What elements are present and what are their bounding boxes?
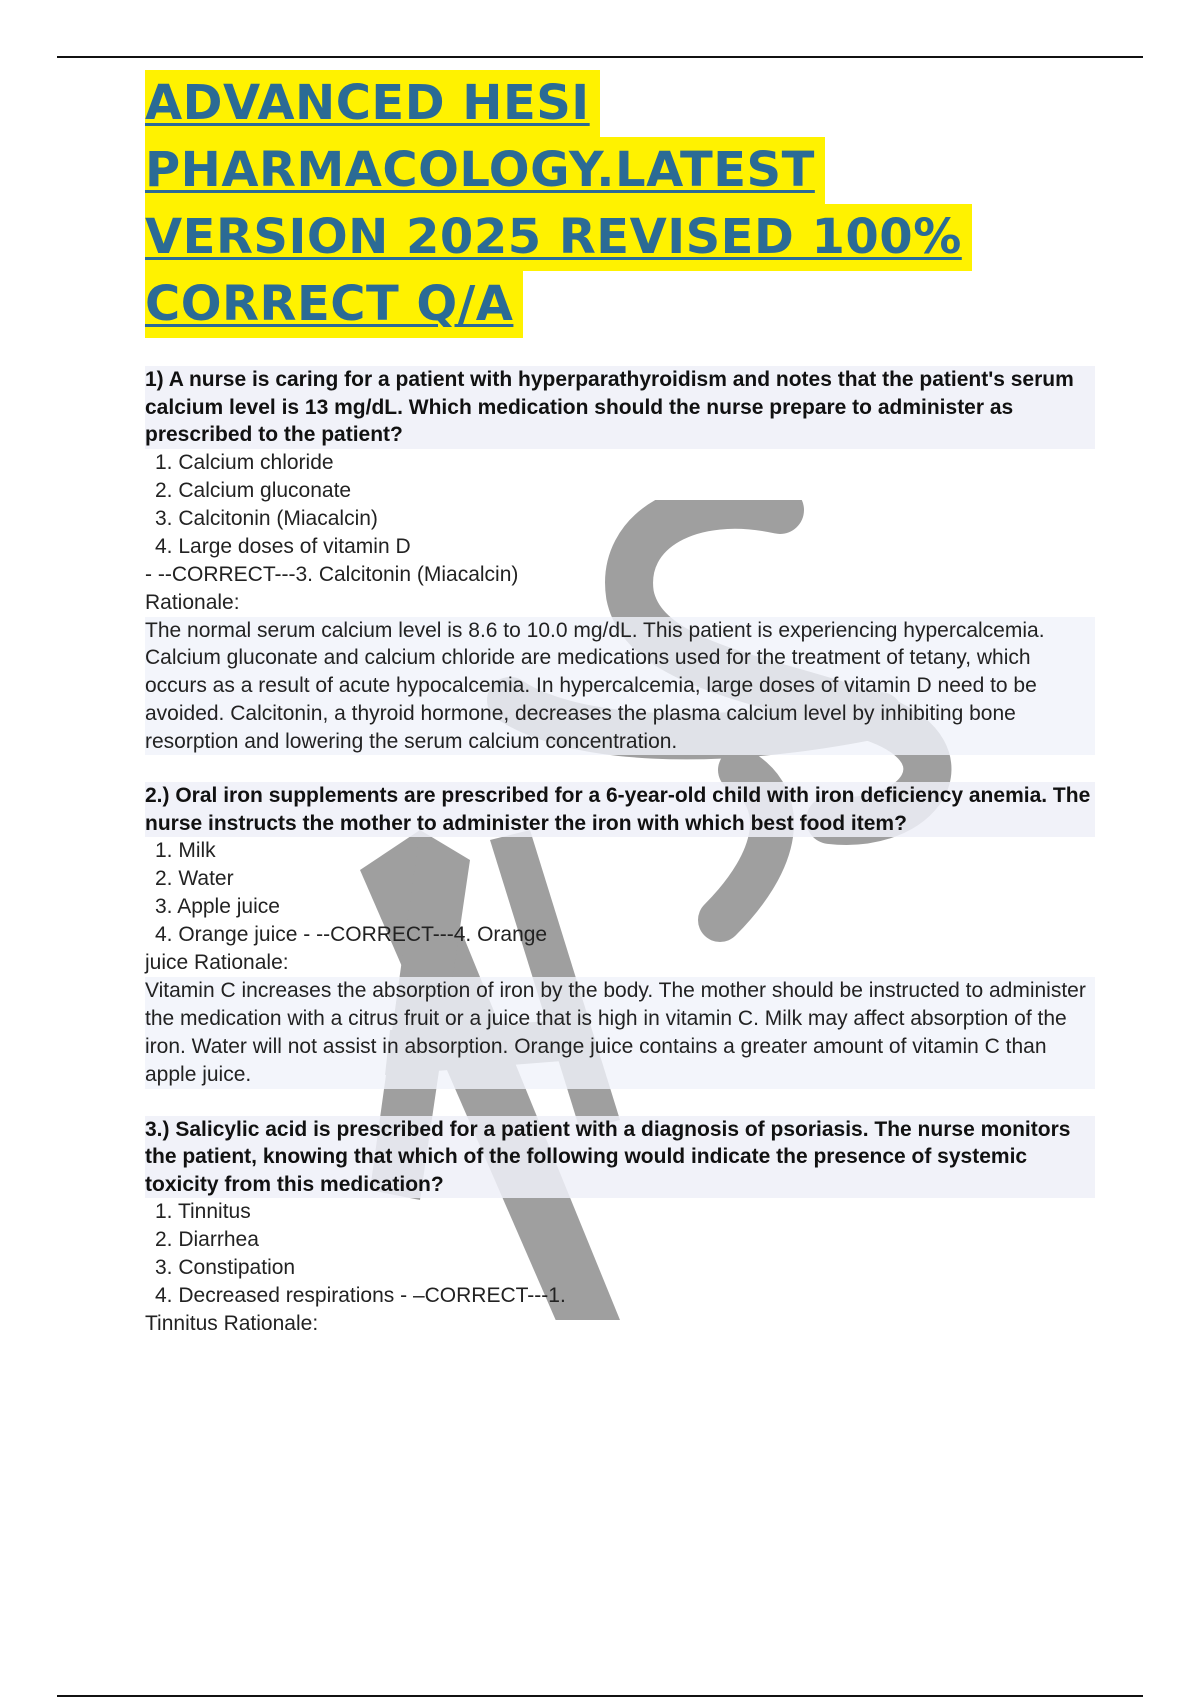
option-item: 3. Apple juice [155, 895, 280, 919]
option-item: 4. Orange juice - --CORRECT---4. Orange [155, 923, 548, 947]
option-item: 4. Decreased respirations - –CORRECT---1. [155, 1284, 566, 1308]
option-item: 3. Calcitonin (Miacalcin) [155, 506, 378, 530]
option-item: 2. Water [155, 867, 234, 891]
rationale-text: The normal serum calcium level is 8.6 to 10.0 mg/dL. This patient is experiencing hypercalcemia. Calcium gluconate and calcium chloride are medications used for the treatment of tetany, which occurs as a result of acute hypocalcemia. In hypercalcemia, large doses of vitamin D need to be avoided. Calcitonin, a thyroid hormone, decreases the plasma calcium level by inhibiting bone resorption and lowering the serum calcium concentration. [145, 617, 1095, 756]
options-list [145, 1198, 1095, 1310]
rationale-text: Vitamin C increases the absorption of iron by the body. The mother should be instructed to administer the medication with a citrus fruit or a juice that is high in vitamin C. Milk may affect absorption of the iron. Water will not assist in absorption. Orange juice contains a greater amount of vitamin C than apple juice. [145, 977, 1095, 1088]
document-title [145, 70, 1095, 338]
rationale-label: juice Rationale: [145, 951, 289, 975]
options-list [145, 837, 1095, 949]
question-block-1 [145, 366, 1095, 755]
document-body [145, 70, 1095, 1365]
title-line-4: CORRECT Q/A [145, 271, 523, 338]
question-block-2 [145, 782, 1095, 1088]
options-list [145, 449, 1095, 561]
question-block-3 [145, 1116, 1095, 1339]
option-item: 1. Milk [155, 839, 216, 863]
option-item: 2. Diarrhea [155, 1228, 259, 1252]
rationale-label: Tinnitus Rationale: [145, 1312, 319, 1336]
bottom-rule [57, 1695, 1143, 1697]
correct-answer: - --CORRECT---3. Calcitonin (Miacalcin) [145, 562, 519, 586]
option-item: 3. Constipation [155, 1256, 296, 1280]
option-item: 2. Calcium gluconate [155, 478, 352, 502]
title-line-3: VERSION 2025 REVISED 100% [145, 204, 972, 271]
option-item: 1. Calcium chloride [155, 450, 334, 474]
title-line-2: PHARMACOLOGY.LATEST [145, 137, 825, 204]
top-rule [57, 56, 1143, 58]
title-line-1: ADVANCED HESI [145, 70, 600, 137]
question-text: 3.) Salicylic acid is prescribed for a patient with a diagnosis of psoriasis. The nurse monitors the patient, knowing that which of the following would indicate the presence of systemic toxicity from this medication? [145, 1116, 1095, 1199]
option-item: 1. Tinnitus [155, 1200, 251, 1224]
question-text: 1) A nurse is caring for a patient with hyperparathyroidism and notes that the patient's serum calcium level is 13 mg/dL. Which medication should the nurse prepare to administer as prescribed to the patient? [145, 366, 1095, 449]
question-text: 2.) Oral iron supplements are prescribed for a 6-year-old child with iron deficiency anemia. The nurse instructs the mother to administer the iron with which best food item? [145, 782, 1095, 837]
rationale-label: Rationale: [145, 590, 240, 614]
option-item: 4. Large doses of vitamin D [155, 534, 411, 558]
